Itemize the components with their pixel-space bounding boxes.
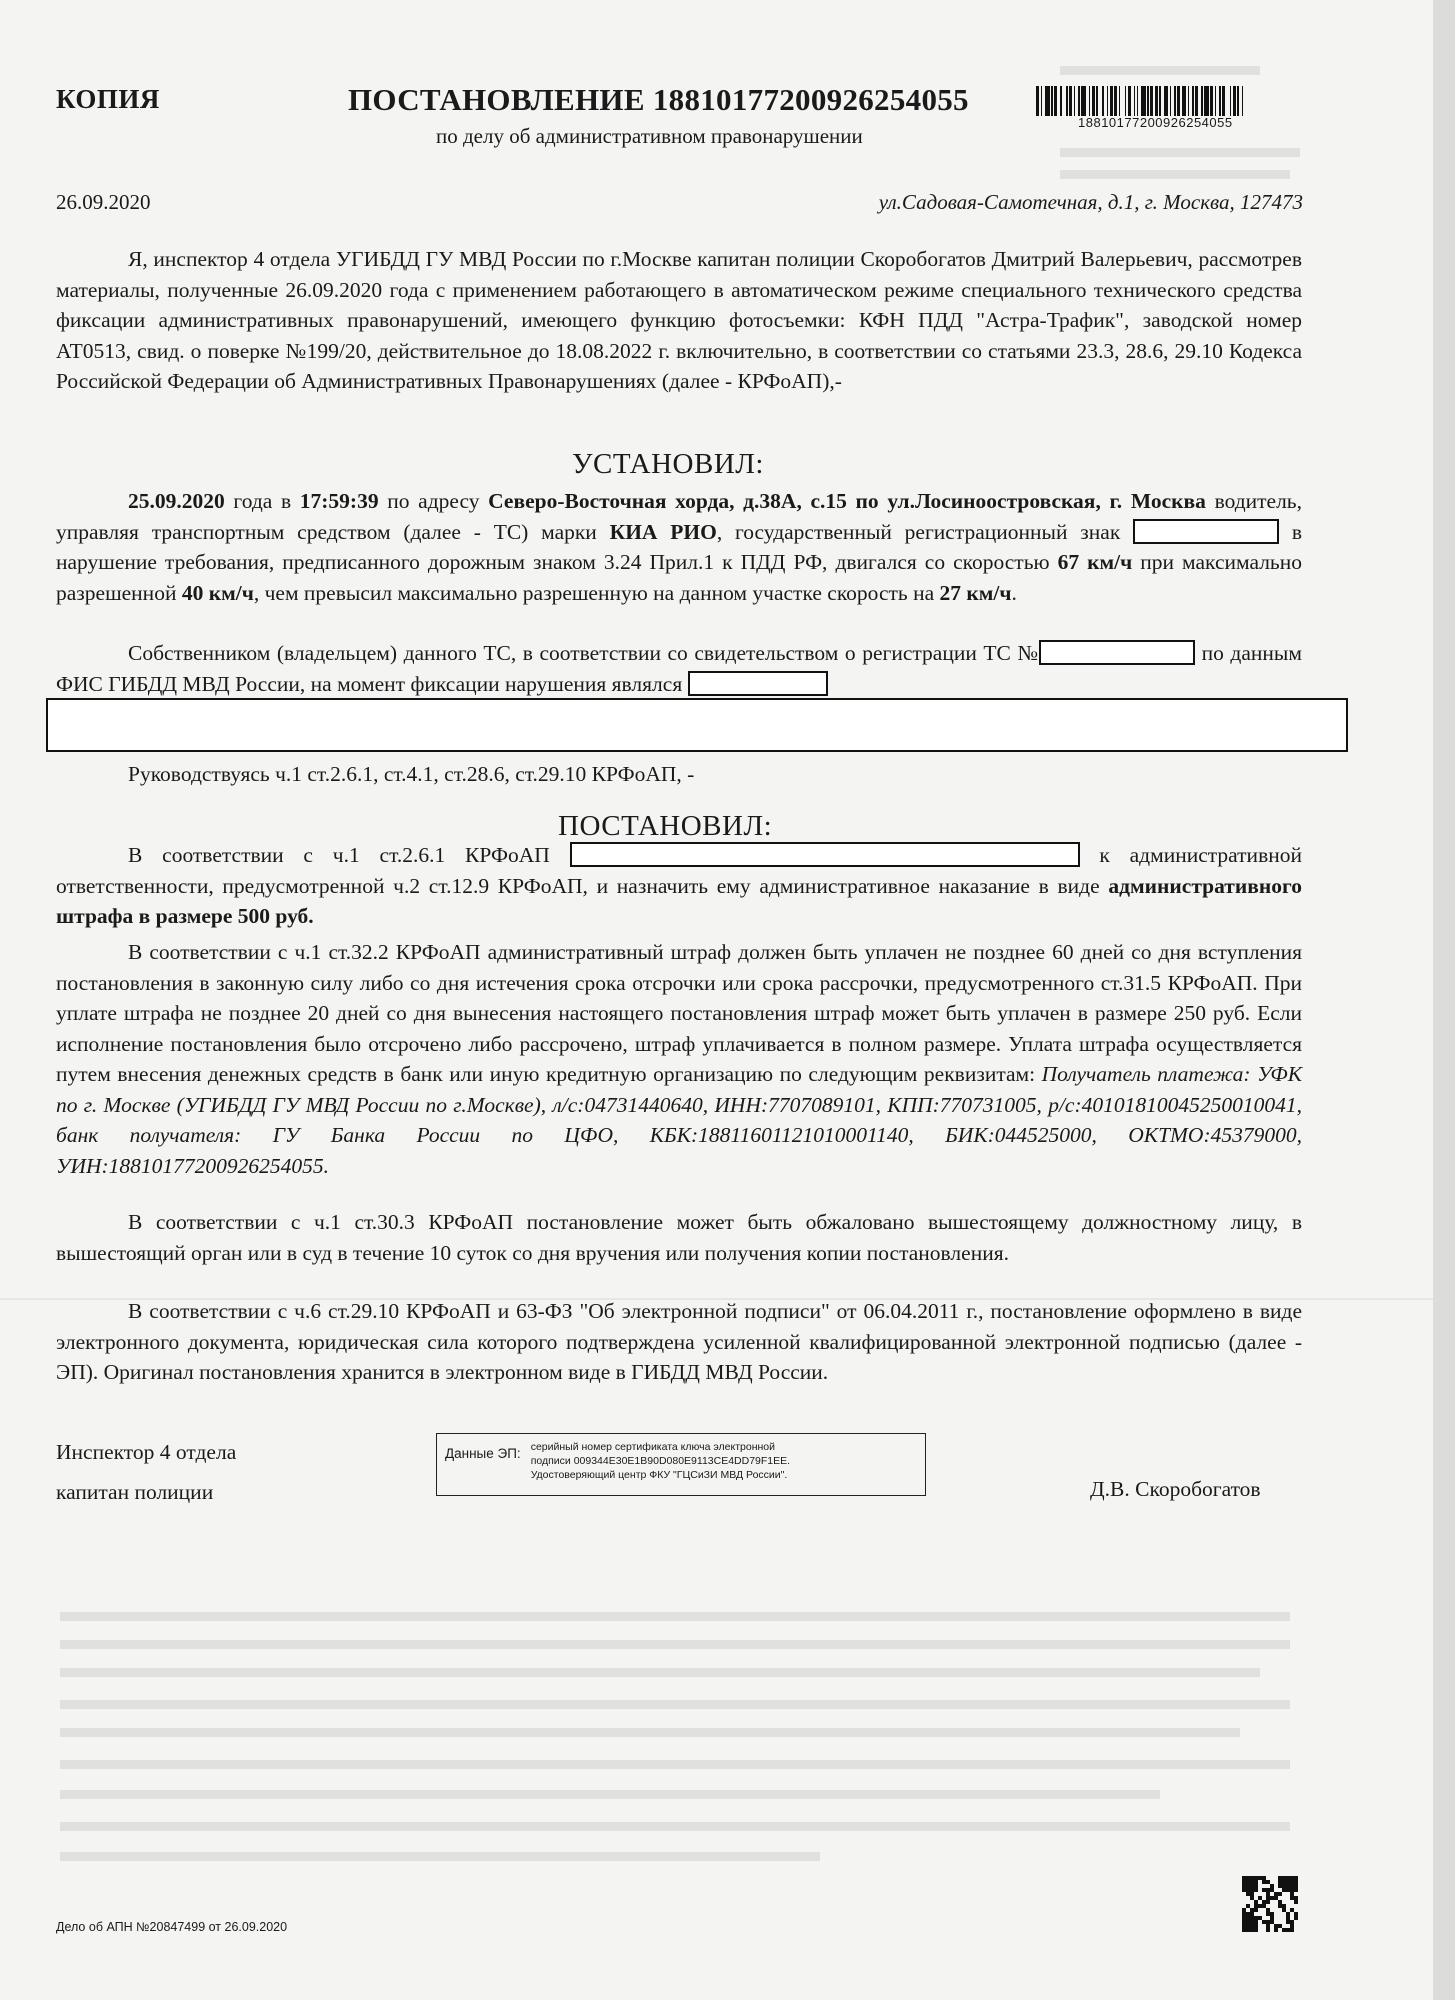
bleed-through-mark — [1060, 170, 1290, 179]
established-heading: УСТАНОВИЛ: — [572, 448, 764, 480]
page-edge-shadow — [1433, 0, 1455, 2000]
intro-paragraph — [56, 244, 1302, 397]
issuer-address: ул.Садовая-Самотечная, д.1, г. Москва, 127473 — [878, 190, 1303, 214]
redacted-plate — [1133, 519, 1279, 544]
fine-amount: административного штрафа в размере 500 руб. — [56, 873, 1302, 928]
guided-paragraph — [56, 759, 1302, 790]
ep-line: серийный номер сертификата ключа электронной — [530, 1441, 775, 1453]
ep-line: подписи 009344E30E1B90D080E9113CE4DD79F1EE. — [530, 1455, 791, 1467]
owner-paragraph — [56, 638, 1302, 699]
resolved-paragraph-4 — [56, 1296, 1302, 1388]
bleed-through-mark — [60, 1668, 1260, 1677]
text-fragment: по адресу — [378, 489, 489, 513]
text-fragment: года в — [224, 489, 300, 513]
text-fragment: в нарушение требования, предписанного дорожным знаком 3.24 Прил.1 к ПДД РФ, двигался со скоростью — [56, 519, 1303, 574]
text-fragment: В соответствии с ч.1 ст.32.2 КРФоАП административный штраф должен быть уплачен не позднее 60 дней со дня вступления постановления в законную силу либо со дня истечения срока отсрочки или срока рассрочки, предусмотренного ст.31.5 КРФоАП. При уплате штрафа не позднее 20 дней со дня вынесения настоящего постановления штраф может быть уплачен в размере 250 руб. Если исполнение постановления было отсрочено либо рассрочено, штраф уплачивается в полном размере. Уплата штрафа осуществляется путем внесения денежных средств в банк или иную кредитную организацию по следующим реквизитам: — [56, 940, 1302, 1086]
bleed-through-mark — [60, 1728, 1240, 1737]
bleed-through-mark — [60, 1822, 1290, 1831]
barcode-number: 18810177200926254055 — [1078, 115, 1233, 130]
text-fragment: по данным ФИС ГИБДД МВД России, на момент фиксации нарушения являлся — [56, 641, 1302, 696]
text-fragment: к административной ответственности, предусмотренной ч.2 ст.12.9 КРФоАП, и назначить ему административное наказание в виде — [56, 843, 1302, 898]
document-title: ПОСТАНОВЛЕНИЕ 18810177200926254055 — [348, 82, 969, 117]
resolved-paragraph-3 — [56, 1207, 1302, 1268]
text-fragment: Собственником (владельцем) данного ТС, в соответствии со свидетельством о регистрации ТС № — [128, 641, 1040, 665]
ep-line: Удостоверяющий центр ФКУ "ГЦСиЗИ МВД России". — [530, 1469, 788, 1481]
violation-place: Северо-Восточная хорда, д.38А, с.15 по ул.Лосиноостровская, г. Москва — [488, 489, 1206, 513]
text-fragment: , чем превысил максимально разрешенную на данном участке скорость на — [253, 580, 940, 605]
ep-label: Данные ЭП: — [445, 1446, 521, 1461]
ep-details — [531, 1440, 790, 1489]
redacted-registration — [1039, 640, 1195, 665]
payment-requisites: Получатель платежа: УФК по г. Москве (УГИБДД ГУ МВД России по г.Москве), л/с:04731440640, ИНН:7707089101, КПП:770731005, р/с:40101810045250010041, банк получателя: ГУ Банка России по ЦФО, КБК:18811601121010001140, БИК:044525000, ОКТМО:45379000, УИН:18810177200926254055. — [56, 1062, 1303, 1178]
bleed-through-mark — [1060, 148, 1300, 157]
violation-date: 25.09.2020 — [128, 489, 225, 513]
bleed-through-mark — [60, 1760, 1290, 1769]
vehicle-model: КИА РИО — [609, 519, 717, 544]
established-paragraph — [56, 486, 1302, 608]
text-fragment: В соответствии с ч.1 ст.2.6.1 КРФоАП — [128, 843, 570, 867]
bleed-through-mark — [60, 1790, 1160, 1799]
qr-code — [1242, 1876, 1298, 1932]
document-subtitle: по делу об административном правонарушении — [436, 124, 863, 148]
resolved-paragraph-2 — [56, 937, 1302, 1181]
copy-label: КОПИЯ — [56, 84, 160, 114]
electronic-signature-box — [436, 1433, 926, 1496]
bleed-through-mark — [60, 1612, 1290, 1621]
signer-name: Д.В. Скоробогатов — [1090, 1477, 1261, 1501]
violation-time: 17:59:39 — [299, 489, 379, 513]
text-fragment: водитель, управляя транспортным средством (далее - ТС) марки — [56, 489, 1302, 544]
bleed-through-mark — [60, 1852, 820, 1861]
redacted-offender — [570, 842, 1080, 867]
bleed-through-mark — [1060, 66, 1260, 75]
text-fragment: В соответствии с ч.1 ст.30.3 КРФоАП постановление может быть обжаловано вышестоящему должностному лицу, в вышестоящий орган или в суд в течение 10 суток со дня вручения или получения копии постановления. — [56, 1210, 1302, 1265]
signer-rank: капитан полиции — [56, 1480, 214, 1504]
document-date: 26.09.2020 — [56, 190, 151, 214]
text-fragment: при максимально разрешенной — [56, 550, 1302, 605]
intro-text: Я, инспектор 4 отдела УГИБДД ГУ МВД России по г.Москве капитан полиции Скоробогатов Дмитрий Валерьевич, рассмотрев материалы, полученные 26.09.2020 года с применением работающего в автоматическом режиме специального технического средства фиксации административных правонарушений, имеющего функцию фотосъемки: КФН ПДД "Астра-Трафик", заводской номер АТ0513, свид. о поверке №199/20, действительное до 18.08.2022 г. включительно, в соответствии со статьями 23.3, 28.6, 29.10 Кодекса Российской Федерации об Административных Правонарушениях (далее - КРФоАП),- — [56, 247, 1302, 393]
bleed-through-mark — [60, 1640, 1290, 1649]
barcode-image — [1036, 86, 1306, 116]
resolved-paragraph-1 — [56, 840, 1302, 932]
speed-limit: 40 км/ч — [181, 580, 254, 605]
vehicle-speed: 67 км/ч — [1057, 550, 1133, 574]
case-reference: Дело об АПН №20847499 от 26.09.2020 — [56, 1920, 288, 1934]
text-fragment: В соответствии с ч.6 ст.29.10 КРФоАП и 63-ФЗ "Об электронной подписи" от 06.04.2011 г., постановление оформлено в виде электронного документа, юридическая сила которого подтверждена усиленной квалифицированной электронной подписью (далее - ЭП). Оригинал постановления хранится в электронном виде в ГИБДД МВД России. — [56, 1299, 1302, 1384]
text-fragment: , государственный регистрационный знак — [716, 519, 1134, 544]
speed-excess: 27 км/ч — [939, 580, 1012, 605]
text-fragment: . — [1011, 580, 1017, 605]
signer-position: Инспектор 4 отдела — [56, 1440, 237, 1464]
redacted-owner — [688, 671, 828, 696]
bleed-through-mark — [60, 1700, 1290, 1709]
resolved-heading: ПОСТАНОВИЛ: — [558, 810, 773, 842]
redacted-owner-details — [46, 698, 1348, 752]
text-fragment: Руководствуясь ч.1 ст.2.6.1, ст.4.1, ст.28.6, ст.29.10 КРФоАП, - — [128, 762, 695, 786]
